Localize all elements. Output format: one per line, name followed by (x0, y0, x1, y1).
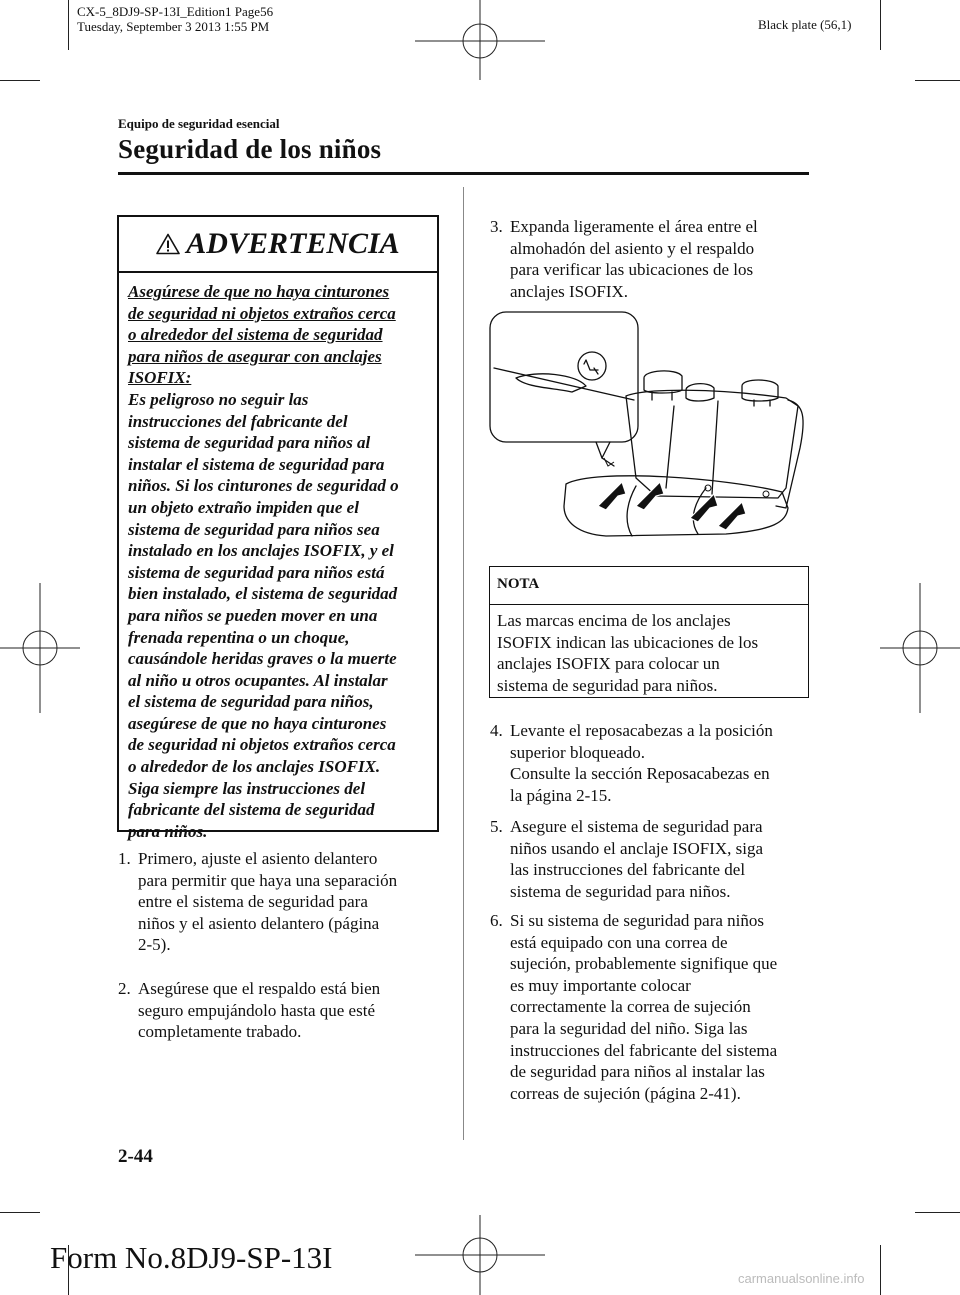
warning-lead-line: Asegúrese de que no haya cinturones (128, 282, 390, 301)
warning-box (117, 215, 439, 841)
title-rule (118, 172, 809, 175)
text-line: sistema de seguridad para niños. (510, 881, 731, 901)
warning-text-line: instalado en los anclajes ISOFIX, y el (128, 541, 394, 561)
warning-text (128, 389, 429, 842)
text-line: la página 2-15. (510, 785, 612, 805)
text-line: Primero, ajuste el asiento delantero (138, 849, 378, 868)
step-number: 1. (118, 849, 131, 868)
page-number: 2-44 (118, 1146, 153, 1167)
text-line: Las marcas encima de los anclajes (497, 611, 731, 630)
warning-text-line: Siga siempre las instrucciones del (128, 778, 366, 798)
text-line: Levante el reposacabezas a la posición (510, 721, 773, 740)
text-line: 2-5). (138, 935, 171, 955)
warning-text-line: instalar el sistema de seguridad para (128, 454, 385, 474)
step-text (510, 720, 773, 806)
registration-mark-top (415, 0, 545, 80)
text-line: Si su sistema de seguridad para niños (510, 911, 765, 930)
warning-text-line: instrucciones del fabricante del (128, 411, 348, 431)
text-line: correctamente la correa de sujeción (510, 997, 751, 1017)
registration-mark-bottom (415, 1215, 545, 1295)
warning-lead-line: o alrededor del sistema de seguridad (128, 325, 383, 345)
text-line: para permitir que haya una separación (138, 870, 398, 890)
note-box (489, 566, 809, 698)
warning-text-line: sistema de seguridad para niños al (128, 433, 371, 453)
text-line: niños y el asiento delantero (página (138, 913, 380, 933)
text-line: sujeción, probablemente signifique que (510, 954, 778, 974)
warning-text-line: sistema de seguridad para niños sea (128, 519, 380, 539)
warning-text-line: al niño u otros ocupantes. Al instalar (128, 670, 388, 690)
text-line: es muy importante colocar (510, 975, 691, 995)
warning-lead-line: de seguridad ni objetos extraños cerca (128, 303, 396, 323)
step-text (510, 816, 763, 902)
warning-text-line: para niños. (128, 821, 208, 841)
step-number: 3. (490, 217, 503, 236)
step-number: 4. (490, 721, 503, 740)
text-line: entre el sistema de seguridad para (138, 892, 368, 912)
text-line: almohadón del asiento y el respaldo (510, 238, 755, 258)
column-divider (463, 187, 464, 1140)
warning-text-line: niños. Si los cinturones de seguridad o (128, 476, 399, 496)
text-line: anclajes ISOFIX. (510, 281, 629, 301)
text-line: Asegure el sistema de seguridad para (510, 817, 763, 836)
rear-seat-isofix-illustration (486, 308, 810, 552)
warning-body (119, 273, 437, 842)
note-text (490, 605, 808, 701)
text-line: para la seguridad del niño. Siga las (510, 1018, 748, 1038)
text-line: ISOFIX indican las ubicaciones de los (497, 632, 759, 652)
plate-label: Black plate (56,1) (758, 17, 852, 32)
text-line: Expanda ligeramente el área entre el (510, 217, 758, 236)
step-number: 5. (490, 817, 503, 836)
print-job-line2: Tuesday, September 3 2013 1:55 PM (77, 19, 270, 34)
step-text (138, 848, 397, 956)
warning-lead-line: ISOFIX: (128, 368, 192, 388)
warning-lead-line: para niños de asegurar con anclajes (128, 346, 382, 366)
warning-text-line: para niños se pueden mover en una (128, 605, 378, 625)
print-job-line1: CX-5_8DJ9-SP-13I_Edition1 Page56 (77, 4, 274, 19)
text-line: sistema de seguridad para niños. (497, 675, 718, 695)
text-line: de seguridad para niños al instalar las (510, 1062, 765, 1082)
warning-text-line: frenada repentina o un choque, (128, 627, 350, 647)
warning-text-line: un objeto extraño impiden que el (128, 497, 359, 517)
warning-text-line: bien instalado, el sistema de seguridad (128, 584, 398, 604)
warning-text-line: fabricante del sistema de seguridad (128, 800, 375, 820)
text-line: anclajes ISOFIX para colocar un (497, 654, 720, 674)
watermark: carmanualsonline.info (738, 1271, 865, 1286)
registration-mark-right (880, 583, 960, 713)
text-line: instrucciones del fabricante del sistema (510, 1040, 778, 1060)
step-number: 2. (118, 979, 131, 998)
text-line: correas de sujeción (página 2-41). (510, 1083, 741, 1103)
print-job-info (77, 4, 273, 34)
text-line: para verificar las ubicaciones de los (510, 260, 754, 280)
warning-text-line: sistema de seguridad para niños está (128, 562, 385, 582)
warning-text-line: de seguridad ni objetos extraños cerca (128, 735, 396, 755)
form-number: Form No.8DJ9-SP-13I (50, 1240, 333, 1275)
text-line: seguro empujándolo hasta que esté (138, 1000, 375, 1020)
warning-text-line: causándole heridas graves o la muerte (128, 649, 397, 669)
warning-text-line: el sistema de seguridad para niños, (128, 692, 374, 712)
warning-text-line: Es peligroso no seguir las (128, 389, 309, 409)
text-line: superior bloqueado. (510, 742, 646, 762)
text-line: Asegúrese que el respaldo está bien (138, 979, 381, 998)
warning-header (119, 217, 437, 273)
section-label: Equipo de seguridad esencial (118, 116, 280, 131)
text-line: está equipado con una correa de (510, 932, 728, 952)
text-line: niños usando el anclaje ISOFIX, siga (510, 838, 764, 858)
warning-title: ADVERTENCIA (186, 227, 400, 260)
text-line: las instrucciones del fabricante del (510, 860, 746, 880)
step-text (510, 216, 758, 302)
warning-lead (128, 281, 429, 389)
step-text (138, 978, 380, 1043)
step-number: 6. (490, 911, 503, 930)
registration-mark-left (0, 583, 80, 713)
note-heading: NOTA (490, 567, 808, 605)
text-line: Consulte la sección Reposacabezas en (510, 764, 770, 784)
step-text (510, 910, 777, 1104)
warning-triangle-icon (156, 233, 180, 255)
page-title: Seguridad de los niños (118, 134, 382, 164)
warning-text-line: asegúrese de que no haya cinturones (128, 713, 387, 733)
warning-text-line: o alrededor de los anclajes ISOFIX. (128, 757, 381, 777)
text-line: completamente trabado. (138, 1022, 302, 1042)
